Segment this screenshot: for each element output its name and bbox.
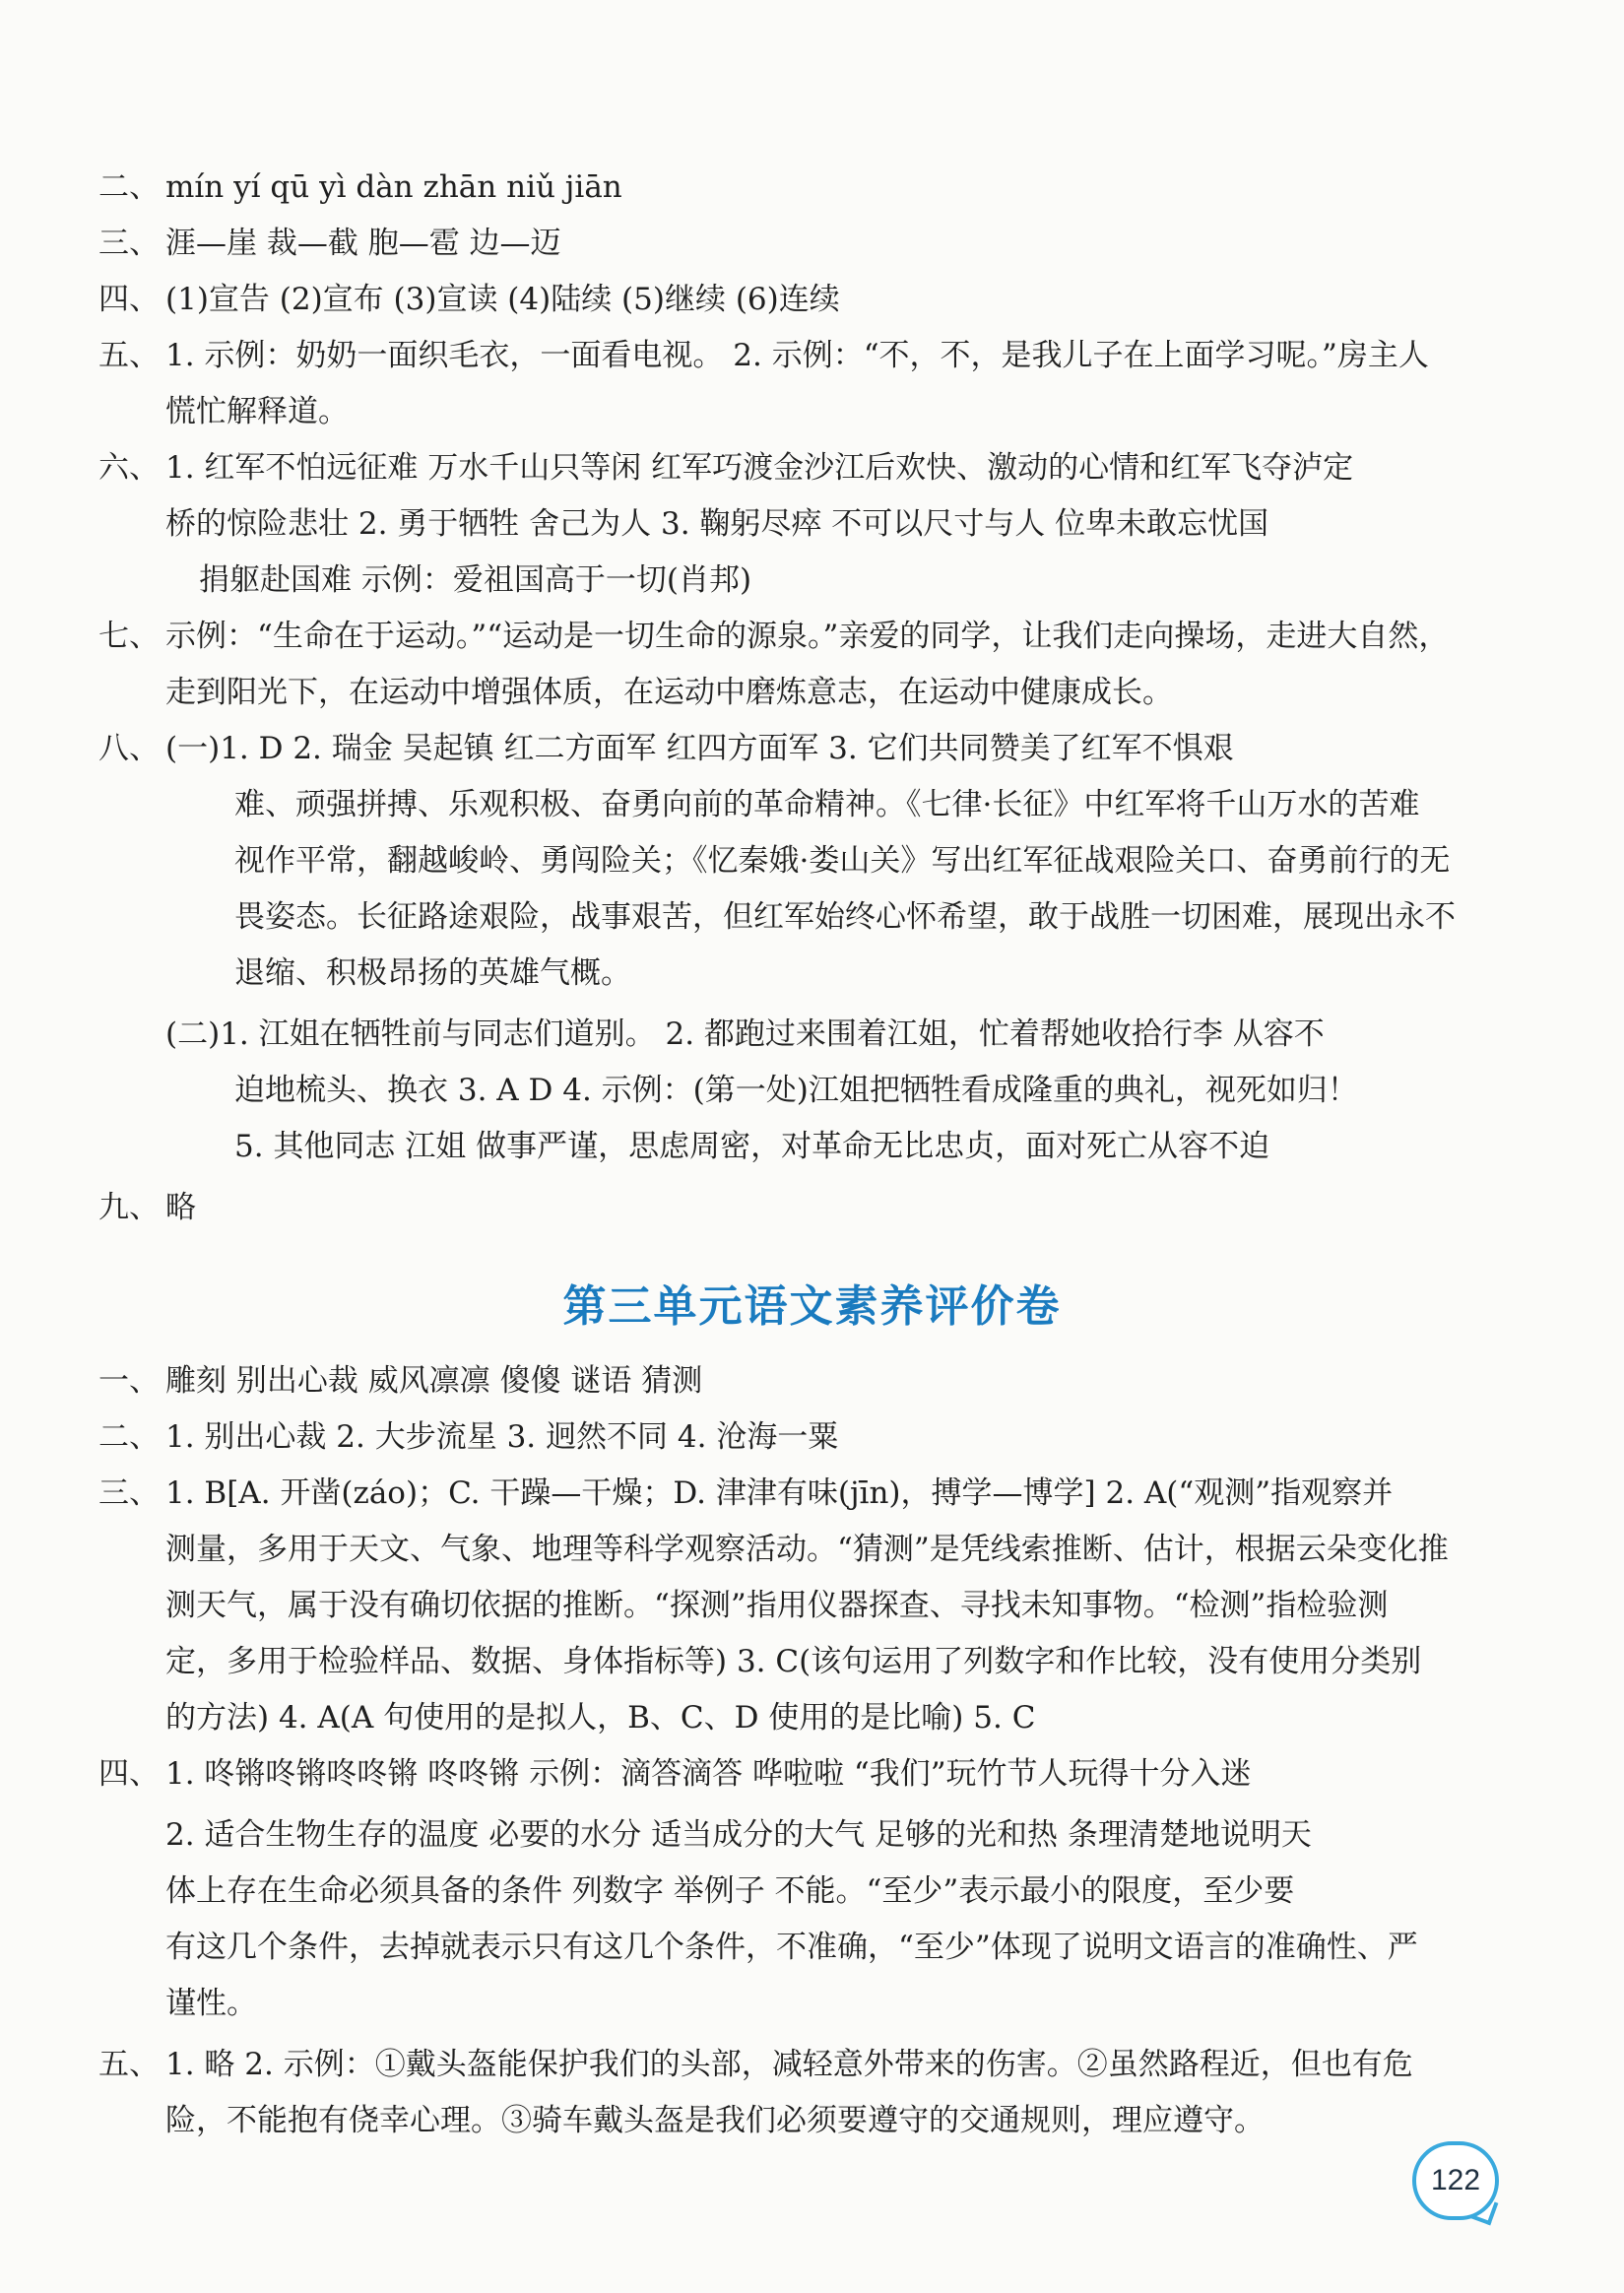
answer-page: 二、 mín yí qū yì dàn zhān niǔ jiān 三、 涯—崖 裁—截 胞—雹 边—迈 四、 (1)宣告 (2)宣布 (3)宣读 (4)陆续 (5)继续 (6)连续 五、 1. 示例：奶奶一面织毛衣，一面看电视。 2. 示例：“不，不，是我儿子在上面学习呢。”房主人 慌忙解释道。 六、 1. 红军不怕远征难 万水千山只等闲 红军巧渡金沙江后欢快、激动的心情和红军飞夺泸定 桥的惊险悲壮 2. 勇于牺牲 舍己为人 3. 鞠躬尽瘁 不可以尺寸与人 位卑未敢忘忧国 捐躯赴国难 示例：爱祖国高于一切(肖邦) 七、 示例：“生命在于运动。”“运动是一切生命的源泉。”亲爱的同学，让我们走向操场，走进大自然， 走到阳光下，在运动中增强体质，在运动中磨炼意志，在运动中健康成长。 八、 (一)1. D 2. 瑞金 吴起镇 红二方面军 红四方面军 3. 它们共同赞美了红军不惧艰 难、顽强拼搏、乐观积极、奋勇向前的革命精神。《七律·长征》中红军将千山万水的苦难 视作平常，翻越峻岭、勇闯险关；《忆秦娥·娄山关》写出红军征战艰险关口、奋勇前行的无 畏姿态。长征路途艰险，战事艰苦，但红军始终心怀希望，敢于战胜一切困难，展现出永不 退缩、积极昂扬的英雄气概。 (二)1. 江姐在牺牲前与同志们道别。 2. 都跑过来围着江姐，忙着帮她收拾行李 从容不 迫地梳头、换衣 3. A D 4. 示例：(第一处)江姐把牺牲看成隆重的典礼，视死如归！ 5. 其他同志 江姐 做事严谨，思虑周密，对革命无比忠贞，面对死亡从容不迫 九、 略 第三单元语文素养评价卷 一、 雕刻 别出心裁 威风凛凛 傻傻 谜语 猜测 二、 1. 别出心裁 2. 大步流星 3. 迥然不同 4. 沧海一粟 三、 1. B[A. 开凿(záo)；C. 干躁—干燥；D. 津津有味(jīn)，搏学—博学] 2. A(“观测”指观察并 测量，多用于天文、气象、地理等科学观察活动。“猜测”是凭线索推断、估计，根据云朵变化推 测天气，属于没有确切依据的推断。“探测”指用仪器探查、寻找未知事物。“检测”指检验测 定，多用于检验样品、数据、身体指标等) 3. C(该句运用了列数字和作比较，没有使用分类别 的方法) 4. A(A 句使用的是拟人，B、C、D 使用的是比喻) 5. C 四、 1. 咚锵咚锵咚咚锵 咚咚锵 示例：滴答滴答 哗啦啦 “我们”玩竹节人玩得十分入迷 2. 适合生物生存的温度 必要的水分 适当成分的大气 足够的光和热 条理清楚地说明天 体上存在生命必须具备的条件 列数字 举例子 不能。“至少”表示最小的限度，至少要 有这几个条件，去掉就表示只有这几个条件，不准确，“至少”体现了说明文语言的准确性、严 谨性。 五、 1. 略 2. 示例：①戴头盔能保护我们的头部，减轻意外带来的伤害。②虽然路程近，但也有危 险，不能抱有侥幸心理。③骑车戴头盔是我们必须要遵守的交通规则，理应遵守。 122 (0, 0, 1624, 2293)
page-number-badge (1412, 2141, 1499, 2220)
page-number: 122 (1430, 2164, 1481, 2196)
unit-title: 第三单元语文素养评价卷 (562, 1281, 1062, 1332)
